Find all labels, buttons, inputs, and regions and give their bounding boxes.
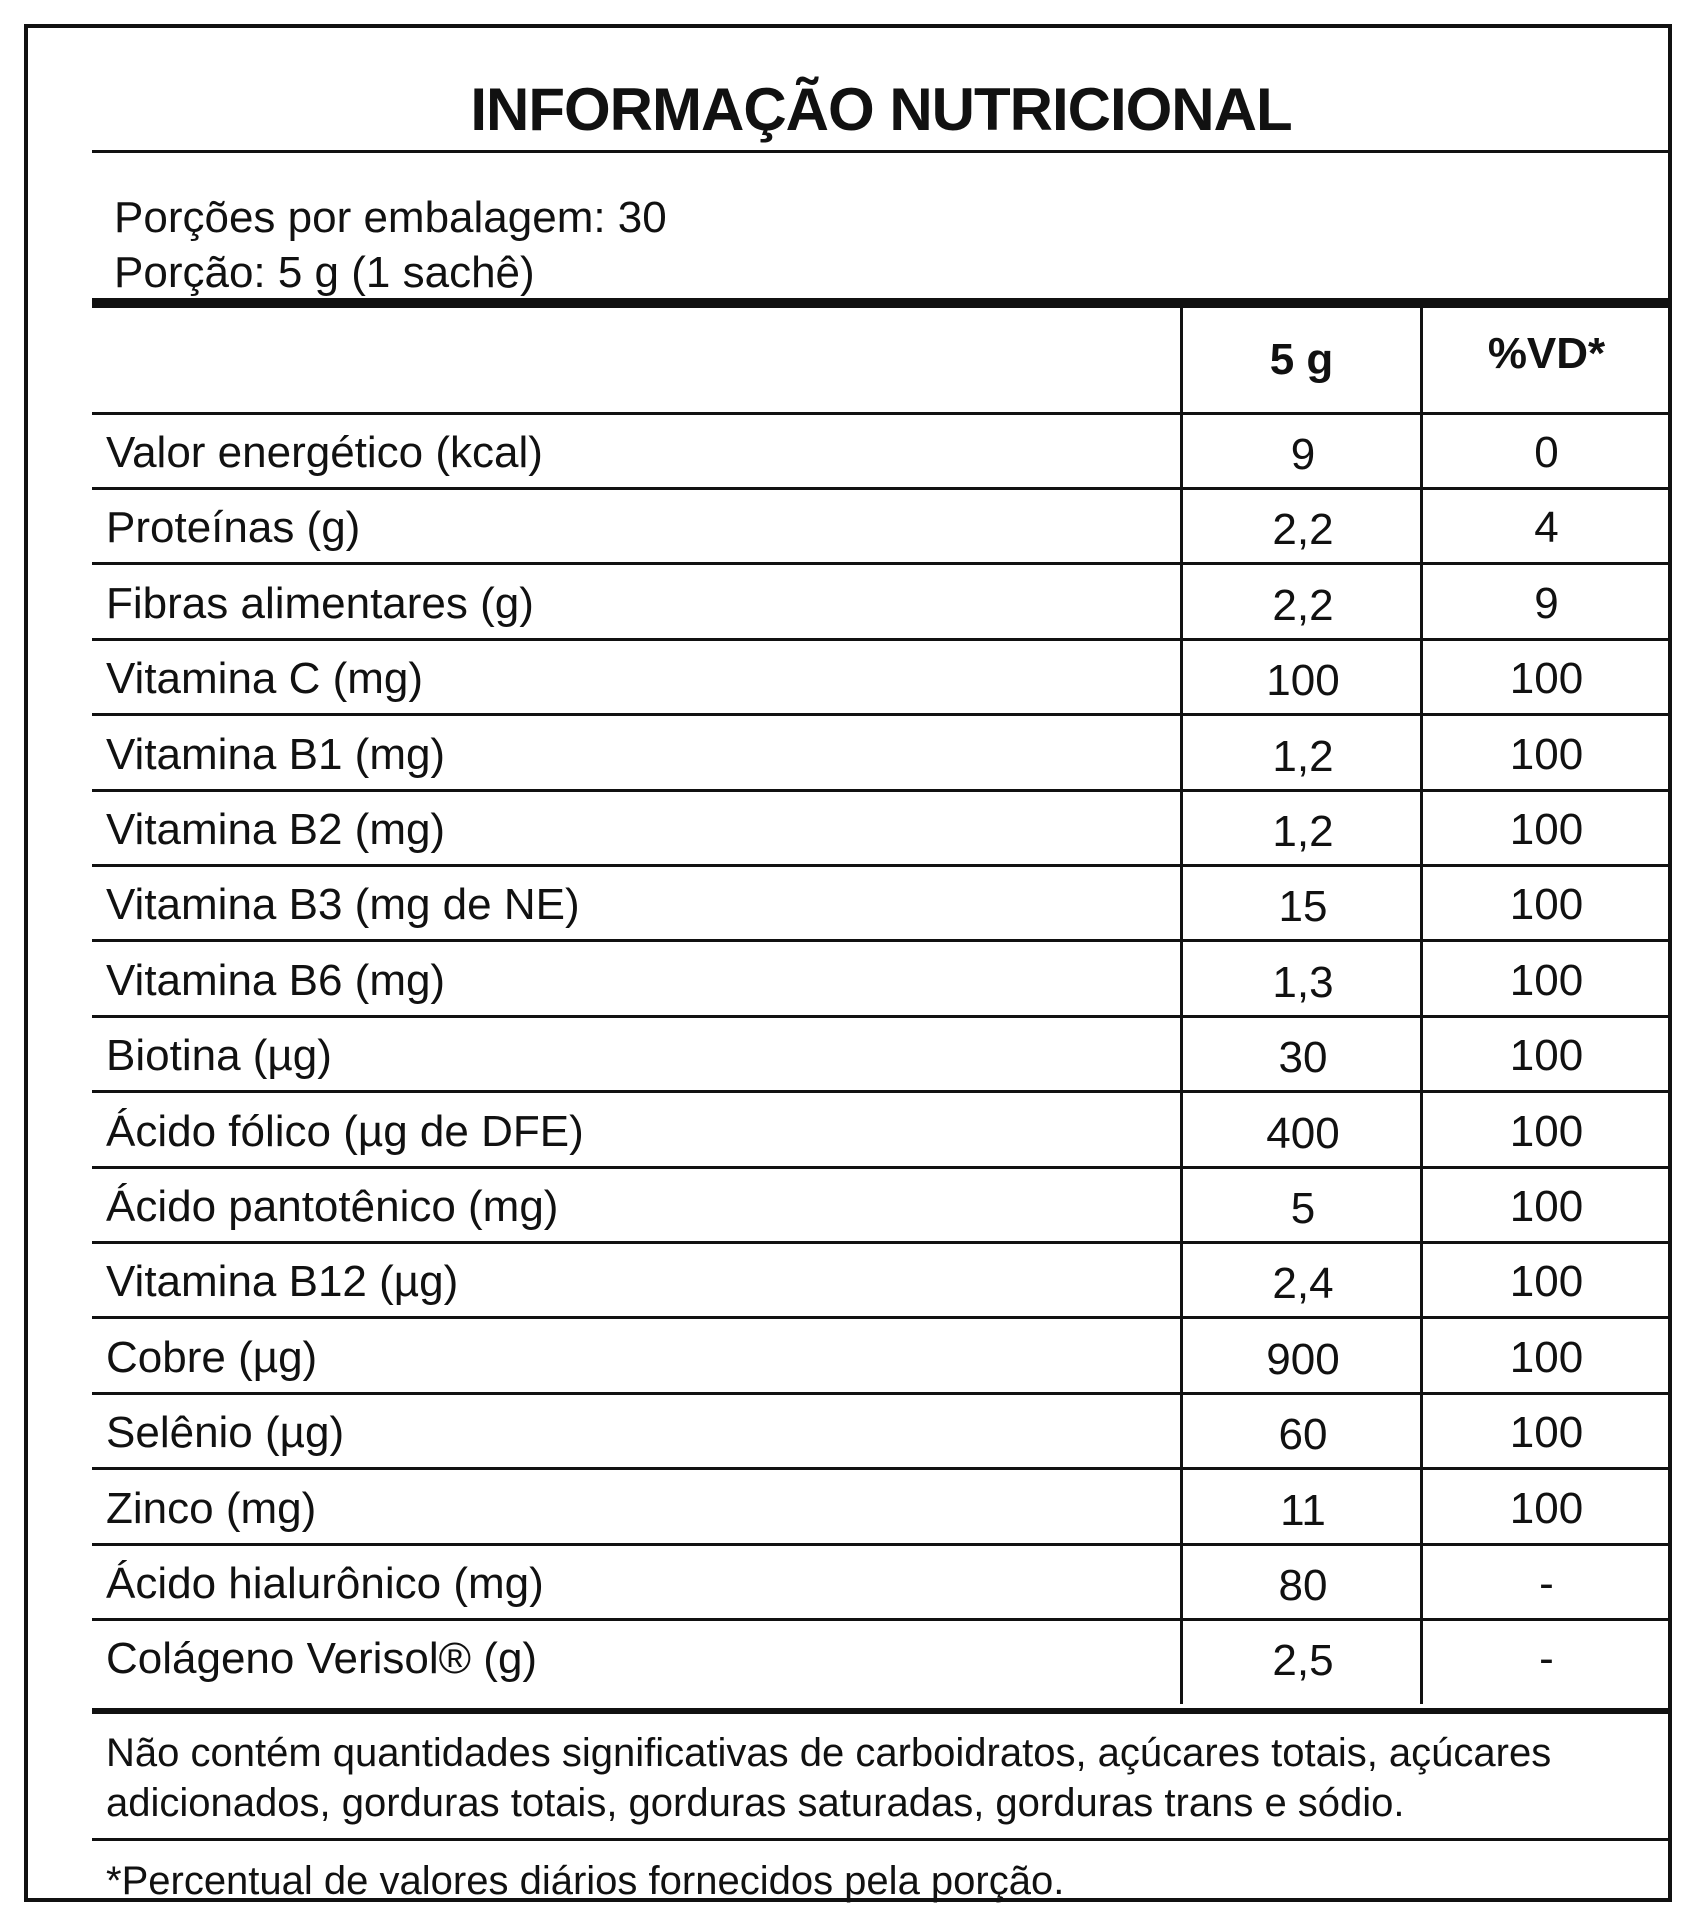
nutrient-name: Proteínas (g) [106,503,361,553]
nutrient-name: Valor energético (kcal) [106,428,543,477]
nutrient-amount: 9 [1290,430,1316,479]
dv-footnote: *Percentual de valores diários fornecidos pela porção. [106,1859,1065,1903]
table-row [92,415,1670,490]
table-row [92,792,1670,867]
nutrient-name: Ácido pantotênico (mg) [106,1182,559,1231]
nutrient-daily-value: 100 [1509,955,1584,1005]
nutrient-amount: 2,2 [1272,505,1334,555]
nutrient-name: Cobre (µg) [106,1332,318,1382]
nutrient-daily-value: 100 [1509,805,1584,854]
nutrient-amount: 2,5 [1272,1636,1334,1686]
table-row [92,1018,1670,1093]
nutrient-daily-value: 100 [1509,654,1584,704]
nutrient-amount: 5 [1290,1184,1316,1233]
nutrient-amount: 900 [1266,1334,1340,1384]
table-row [92,641,1670,716]
nutrient-daily-value: 100 [1509,1257,1584,1307]
table-row [92,943,1670,1018]
serving-info [114,190,667,300]
amount-column-header: 5 g [1269,335,1334,384]
nutrient-amount: 1,2 [1272,731,1334,781]
nutrient-daily-value: 100 [1509,1408,1584,1458]
nutrient-name: Fibras alimentares (g) [106,578,534,628]
serving-size: Porção: 5 g (1 sachê) [114,248,535,297]
table-row [92,1320,1670,1395]
nutrient-name: Ácido fólico (µg de DFE) [106,1106,584,1156]
label-title: INFORMAÇÃO NUTRICIONAL [470,76,1292,143]
nutrition-note: Não contém quantidades significativas de carboidratos, açúcares totais, açúcares adicionados, gorduras totais, gorduras saturadas, gorduras trans e sódio. [106,1731,1552,1825]
nutrient-daily-value: 4 [1534,503,1559,553]
servings-per-package: Porções por embalagem: 30 [114,193,667,242]
nutrient-name: Zinco (mg) [106,1483,317,1533]
nutrient-amount: 60 [1278,1410,1328,1460]
nutrient-daily-value: 100 [1509,880,1584,930]
table-row [92,1546,1670,1621]
note-divider [92,1838,1670,1841]
nutrient-amount: 2,2 [1272,580,1334,630]
nutrient-daily-value: - [1539,1634,1554,1684]
nutrient-amount: 100 [1266,656,1340,706]
nutrient-amount: 80 [1278,1561,1328,1610]
nutrient-daily-value: 9 [1534,578,1559,628]
nutrient-name: Vitamina B2 (mg) [106,805,446,854]
nutrient-daily-value: 100 [1509,1332,1584,1382]
nutrient-amount: 2,4 [1272,1259,1334,1309]
table-bottom-divider [92,1708,1670,1714]
nutrient-amount: 30 [1278,1033,1328,1083]
nutrient-name: Vitamina C (mg) [106,654,424,704]
title-divider [92,150,1670,153]
nutrient-name: Ácido hialurônico (mg) [106,1559,544,1608]
table-row [92,717,1670,792]
nutrient-name: Vitamina B3 (mg de NE) [106,880,580,930]
nutrient-daily-value: 100 [1509,1106,1584,1156]
table-row [92,1471,1670,1546]
nutrient-amount: 1,2 [1272,807,1334,856]
table-row [92,1395,1670,1470]
table-row [92,1244,1670,1319]
nutrient-name: Colágeno Verisol® (g) [106,1634,538,1684]
table-row [92,1621,1670,1696]
nutrient-amount: 15 [1278,882,1328,932]
table-row [92,1094,1670,1169]
nutrient-name: Vitamina B1 (mg) [106,729,446,779]
nutrient-name: Vitamina B12 (µg) [106,1257,459,1307]
nutrient-amount: 11 [1280,1485,1326,1535]
nutrient-name: Vitamina B6 (mg) [106,955,446,1005]
nutrient-amount: 1,3 [1272,957,1334,1007]
table-row [92,490,1670,565]
nutrient-name: Biotina (µg) [106,1031,332,1081]
nutrient-daily-value: 100 [1509,1031,1584,1081]
nutrient-daily-value: 100 [1509,729,1584,779]
nutrition-label [24,24,1672,1902]
nutrient-name: Selênio (µg) [106,1408,345,1458]
dv-column-header: %VD* [1487,329,1606,378]
table-row [92,1169,1670,1244]
nutrient-daily-value: 100 [1509,1182,1584,1231]
nutrient-daily-value: - [1539,1559,1554,1608]
table-row [92,566,1670,641]
nutrient-amount: 400 [1266,1108,1340,1158]
nutrient-daily-value: 0 [1534,428,1559,477]
table-row [92,867,1670,942]
nutrient-daily-value: 100 [1509,1483,1584,1533]
